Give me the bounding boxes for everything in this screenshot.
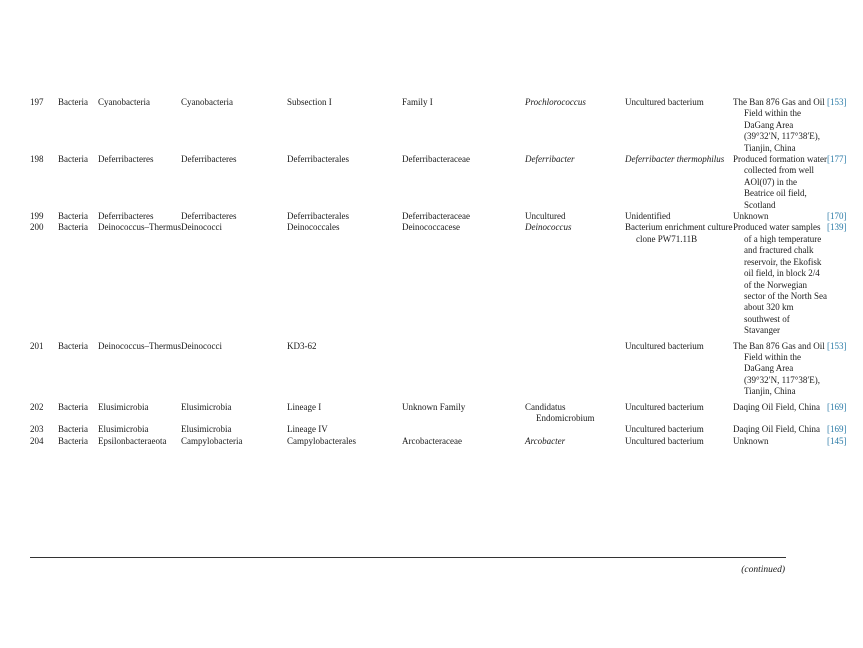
table-row — [30, 222, 863, 336]
family-cell — [402, 337, 525, 398]
reference-link[interactable]: [169] — [827, 424, 847, 435]
order-cell: Subsection I — [287, 97, 332, 107]
phylum-cell: Deferribacteres — [98, 154, 154, 165]
row-number: 201 — [30, 340, 44, 351]
species-cell: Uncultured bacterium — [625, 424, 704, 435]
domain-cell: Bacteria — [58, 435, 88, 446]
class-cell: Elusimicrobia — [181, 401, 232, 412]
class-cell: Campylobacteria — [181, 435, 243, 446]
species-cell: Bacterium enrichment culture clone PW71.11B — [625, 222, 733, 244]
phylum-cell: Deinococcus–Thermus — [98, 222, 181, 233]
source-cell: Produced formation water collected from well AOl(07) in the Beatrice oil field, Scotland — [733, 154, 827, 210]
source-cell: Daqing Oil Field, China — [733, 424, 820, 435]
phylum-cell: Elusimicrobia — [98, 424, 149, 435]
reference-link[interactable]: [145] — [827, 435, 847, 446]
reference-link[interactable]: [170] — [827, 211, 847, 222]
class-cell: Deferribacteres — [181, 154, 237, 165]
domain-cell: Bacteria — [58, 340, 88, 351]
order-cell: KD3-62 — [287, 340, 317, 351]
order-cell: Lineage I — [287, 401, 322, 412]
order-cell: Lineage IV — [287, 424, 328, 435]
source-cell: Produced water samples of a high temperature and fractured chalk reservoir, the Ekofisk oil field, in block 2/4 of the Norwegian sector of the North Sea about 320 km southwest of Stavanger — [733, 222, 827, 336]
table-bottom-rule — [30, 557, 786, 558]
phylum-cell: Cyanobacteria — [98, 97, 150, 107]
reference-link[interactable]: [169] — [827, 401, 847, 412]
table-row — [30, 211, 863, 222]
domain-cell: Bacteria — [58, 211, 88, 222]
row-number: 202 — [30, 401, 44, 412]
genus-cell: Deinococcus — [525, 222, 572, 233]
reference-link[interactable]: [139] — [827, 222, 847, 233]
row-number: 199 — [30, 211, 44, 222]
genus-cell — [525, 337, 625, 398]
genus-cell: Uncultured — [525, 211, 566, 222]
order-cell: Deferribacterales — [287, 154, 349, 165]
continued-note — [741, 565, 785, 575]
species-cell: Uncultured bacterium — [625, 401, 704, 412]
species-cell: Unidentified — [625, 211, 671, 222]
table-row — [30, 97, 863, 154]
order-cell: Deferribacterales — [287, 211, 349, 222]
class-cell: Cyanobacteria — [181, 97, 233, 107]
genus-cell — [525, 424, 625, 435]
table-row — [30, 398, 863, 425]
phylum-cell: Deferribacteres — [98, 211, 154, 222]
source-cell: The Ban 876 Gas and Oil Field within the DaGang Area (39°32′N, 117°38′E), Tianjin, China — [733, 97, 825, 153]
family-cell: Unknown Family — [402, 401, 466, 412]
species-cell: Uncultured bacterium — [625, 340, 704, 351]
source-cell: The Ban 876 Gas and Oil Field within the DaGang Area (39°32′N, 117°38′E), Tianjin, China — [733, 340, 825, 397]
class-cell: Deferribacteres — [181, 211, 237, 222]
domain-cell: Bacteria — [58, 154, 88, 165]
table-row — [30, 436, 863, 447]
domain-cell: Bacteria — [58, 401, 88, 412]
species-cell: Deferribacter thermophilus — [625, 154, 725, 165]
source-cell: Unknown — [733, 211, 769, 222]
source-cell: Unknown — [733, 435, 769, 446]
phylum-cell: Elusimicrobia — [98, 401, 149, 412]
source-cell: Daqing Oil Field, China — [733, 401, 820, 412]
species-cell: Uncultured bacterium — [625, 97, 704, 107]
row-number: 203 — [30, 424, 44, 435]
family-cell: Deinococcacese — [402, 222, 460, 233]
row-number: 200 — [30, 222, 44, 233]
domain-cell: Bacteria — [58, 97, 88, 107]
domain-cell: Bacteria — [58, 424, 88, 435]
domain-cell: Bacteria — [58, 222, 88, 233]
reference-link[interactable]: [153] — [827, 340, 847, 351]
genus-cell: Prochlorococcus — [525, 97, 586, 107]
reference-link[interactable]: [177] — [827, 154, 847, 165]
class-cell: Deinococci — [181, 340, 222, 351]
family-cell: Family I — [402, 97, 433, 107]
order-cell: Deinococcales — [287, 222, 340, 233]
table-row — [30, 424, 863, 435]
phylum-cell: Deinococcus–Thermus — [98, 340, 181, 351]
phylum-cell: Epsilonbacteraeota — [98, 435, 167, 446]
family-cell: Deferribacteraceae — [402, 154, 470, 165]
reference-link[interactable]: [153] — [827, 97, 847, 107]
row-number: 204 — [30, 435, 44, 446]
species-cell: Uncultured bacterium — [625, 435, 704, 446]
row-number: 198 — [30, 154, 44, 165]
family-cell: Deferribacteraceae — [402, 211, 470, 222]
genus-cell: Candidatus Endomicrobium — [525, 401, 595, 423]
table-row — [30, 154, 863, 211]
genus-cell: Arcobacter — [525, 435, 566, 446]
class-cell: Elusimicrobia — [181, 424, 232, 435]
family-cell: Arcobacteraceae — [402, 435, 462, 446]
row-number: 197 — [30, 97, 44, 107]
table-row — [30, 337, 863, 398]
class-cell: Deinococci — [181, 222, 222, 233]
family-cell — [402, 424, 525, 435]
order-cell: Campylobacterales — [287, 435, 356, 446]
genus-cell: Deferribacter — [525, 154, 575, 165]
taxonomy-table — [30, 97, 863, 447]
continued-label: (continued) — [741, 565, 785, 575]
